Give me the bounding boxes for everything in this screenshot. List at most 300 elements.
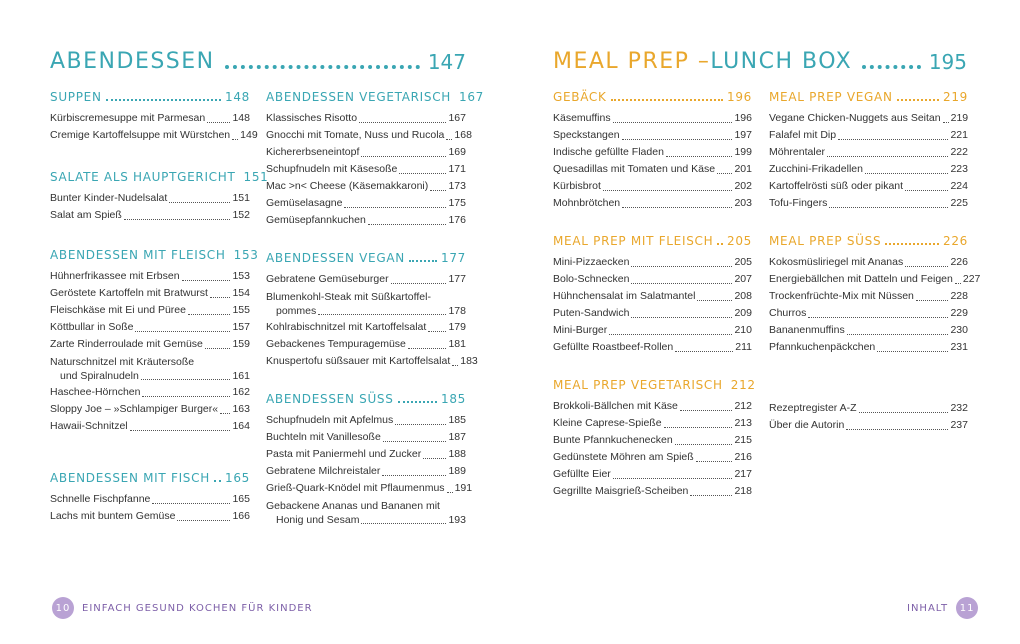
entry-page: 226 (950, 256, 968, 268)
toc-entry (50, 127, 258, 144)
section-page: 226 (942, 234, 968, 248)
leader-dots (808, 317, 948, 318)
entry-page: 212 (734, 400, 752, 412)
entry-title: Kürbisbrot (553, 180, 601, 192)
right-page-title (553, 44, 967, 76)
title-leader (862, 65, 921, 69)
leader-dots (859, 412, 949, 413)
leader-dots (631, 266, 732, 267)
entry-page: 217 (734, 468, 752, 480)
entry-title: Zarte Rinderroulade mit Gemüse (50, 338, 203, 350)
leader-dots (905, 266, 948, 267)
toc-entry (50, 285, 250, 302)
entry-page: 151 (232, 192, 250, 204)
entry-title: Kokosmüsliriegel mit Ananas (769, 256, 904, 268)
toc-entry (266, 212, 466, 229)
footer-right (907, 596, 978, 620)
toc-entry (266, 412, 466, 429)
leader-dots (622, 139, 733, 140)
leader-dots (905, 190, 948, 191)
entry-title: Falafel mit Dip (769, 129, 837, 141)
entry-title-line2: und Spiralnudeln (60, 370, 139, 382)
entry-page: 169 (448, 146, 466, 158)
leader-dots (130, 430, 231, 431)
entry-page: 221 (950, 129, 968, 141)
entry-page: 225 (950, 197, 968, 209)
entry-title: Lachs mit buntem Gemüse (50, 510, 176, 522)
entry-title: Gebackenes Tempuragemüse (266, 338, 406, 350)
entry-page: 208 (734, 290, 752, 302)
toc-entry (553, 432, 752, 449)
toc-entry (50, 268, 250, 285)
leader-dots (106, 99, 221, 101)
toc-entry (553, 161, 752, 178)
section-title: MEAL PREP SÜSS (769, 234, 882, 248)
entry-title: Gebratene Gemüseburger (266, 273, 389, 285)
entry-title: Brokkoli-Bällchen mit Käse (553, 400, 678, 412)
left-title-label: ABENDESSEN (50, 49, 215, 74)
entry-page: 199 (734, 146, 752, 158)
entry-title: Schupfnudeln mit Apfelmus (266, 414, 394, 426)
toc-entry (266, 446, 466, 463)
entry-page: 157 (232, 321, 250, 333)
leader-dots (717, 173, 732, 174)
entry-page: 227 (962, 273, 981, 285)
toc-entry (553, 322, 752, 339)
entry-title: Churros (769, 307, 807, 319)
entry-page: 154 (232, 287, 250, 299)
right-title-label-a: MEAL PREP – (553, 49, 711, 74)
leader-dots (214, 480, 221, 482)
entry-page: 230 (950, 324, 968, 336)
leader-dots (359, 122, 446, 123)
leader-dots (827, 156, 948, 157)
entry-page: 213 (734, 417, 752, 429)
leader-dots (631, 283, 732, 284)
entry-title: Schupfnudeln mit Käsesoße (266, 163, 398, 175)
entry-title: Gemüsepfannkuchen (266, 214, 366, 226)
toc-entry (553, 144, 752, 161)
section-page: 212 (730, 378, 756, 392)
entry-page: 165 (232, 493, 250, 505)
entry-page: 189 (448, 465, 466, 477)
leader-dots (613, 122, 733, 123)
section-heading (266, 88, 485, 104)
entry-title: Tofu-Fingers (769, 197, 828, 209)
section-title: ABENDESSEN VEGAN (266, 251, 405, 265)
toc-entry (266, 480, 473, 497)
leader-dots (398, 401, 437, 403)
section-title: MEAL PREP MIT FLEISCH (553, 234, 714, 248)
toc-entry (553, 466, 752, 483)
entry-title-line2: pommes (276, 305, 317, 317)
leader-dots (664, 427, 733, 428)
entry-page: 148 (232, 112, 250, 124)
section-heading (50, 469, 250, 485)
entry-title: Fleischkäse mit Ei und Püree (50, 304, 186, 316)
section-label: INHALT (907, 602, 949, 614)
entry-page: 152 (232, 209, 250, 221)
toc-entry (769, 110, 968, 127)
section-page: 196 (726, 90, 752, 104)
entry-page: 188 (448, 448, 466, 460)
leader-dots (135, 331, 230, 332)
entry-title: Kohlrabischnitzel mit Kartoffelsalat (266, 321, 427, 333)
toc-entry (266, 429, 466, 446)
toc-entry (266, 271, 466, 288)
leader-dots (141, 379, 231, 380)
entry-title: Kartoffelrösti süß oder pikant (769, 180, 904, 192)
leader-dots (838, 139, 948, 140)
entry-page: 193 (448, 514, 466, 526)
entry-title: Käsemuffins (553, 112, 611, 124)
leader-dots (666, 156, 733, 157)
section-title: MEAL PREP VEGETARISCH (553, 378, 723, 392)
entry-title: Hühnchensalat im Salatmantel (553, 290, 696, 302)
toc-entry (50, 302, 250, 319)
section-title: SALATE ALS HAUPTGERICHT (50, 170, 236, 184)
leader-dots (188, 314, 230, 315)
toc-entry (50, 207, 250, 224)
leader-dots (124, 219, 231, 220)
toc-entry (553, 271, 752, 288)
leader-dots (344, 207, 446, 208)
entry-page: 229 (950, 307, 968, 319)
section-heading (553, 88, 752, 104)
leader-dots (383, 441, 447, 442)
page-number-badge: 10 (52, 597, 74, 619)
section-title: GEBÄCK (553, 90, 607, 104)
entry-title: Trockenfrüchte-Mix mit Nüssen (769, 290, 914, 302)
right-title-label-b: LUNCH BOX (710, 49, 853, 74)
entry-page: 215 (734, 434, 752, 446)
entry-page: 177 (448, 273, 466, 285)
leader-dots (182, 280, 231, 281)
leader-dots (603, 190, 733, 191)
entry-title: Kichererbseneintopf (266, 146, 360, 158)
toc-entry (769, 417, 968, 434)
leader-dots (631, 317, 732, 318)
toc-entry (50, 353, 250, 384)
entry-page: 232 (950, 402, 968, 414)
toc-entry (50, 401, 250, 418)
section-heading (553, 376, 756, 392)
leader-dots (430, 190, 446, 191)
section-gap (50, 144, 250, 168)
leader-dots (846, 429, 948, 430)
entry-page: 176 (448, 214, 466, 226)
section-page: 148 (224, 90, 250, 104)
entry-page: 216 (734, 451, 752, 463)
section-page: 153 (233, 248, 259, 262)
entry-title: Speckstangen (553, 129, 620, 141)
leader-dots (697, 300, 732, 301)
leader-dots (680, 410, 733, 411)
entry-page: 179 (448, 321, 466, 333)
entry-title: Naturschnitzel mit Kräutersoße (50, 356, 195, 368)
section-heading (266, 249, 466, 265)
entry-page: 201 (734, 163, 752, 175)
entry-title: Energiebällchen mit Datteln und Feigen (769, 273, 953, 285)
entry-page: 163 (232, 403, 250, 415)
section-heading (266, 390, 466, 406)
section-page: 151 (243, 170, 269, 184)
entry-page: 219 (950, 112, 969, 124)
section-page: 185 (440, 392, 466, 406)
toc-entry (769, 178, 968, 195)
section-page: 205 (726, 234, 752, 248)
entry-title: Gemüselasagne (266, 197, 343, 209)
leader-dots (220, 413, 230, 414)
leader-dots (368, 224, 447, 225)
toc-entry (769, 127, 968, 144)
entry-title: Buchteln mit Vanillesoße (266, 431, 381, 443)
entry-page: 175 (448, 197, 466, 209)
toc-entry (553, 449, 752, 466)
entry-title: Bunte Pfannkuchenecken (553, 434, 673, 446)
entry-page: 224 (950, 180, 968, 192)
entry-title: Quesadillas mit Tomaten und Käse (553, 163, 716, 175)
entry-page: 167 (448, 112, 466, 124)
entry-title: Bananenmuffins (769, 324, 845, 336)
entry-title: Zucchini-Frikadellen (769, 163, 863, 175)
entry-page: 197 (734, 129, 752, 141)
entry-page: 159 (232, 338, 250, 350)
entry-page: 187 (448, 431, 466, 443)
leader-dots (142, 396, 230, 397)
leader-dots (611, 99, 723, 101)
toc-entry (553, 127, 752, 144)
entry-title: Vegane Chicken-Nuggets aus Seitan (769, 112, 941, 124)
toc-entry (553, 110, 752, 127)
entry-title: Köttbullar in Soße (50, 321, 134, 333)
entry-page: 202 (734, 180, 752, 192)
entry-title: Salat am Spieß (50, 209, 122, 221)
entry-page: 185 (448, 414, 466, 426)
leader-dots (318, 314, 446, 315)
toc-entry (553, 254, 752, 271)
entry-title: Kürbiscremesuppe mit Parmesan (50, 112, 206, 124)
toc-entry (266, 161, 466, 178)
toc-entry (266, 110, 466, 127)
toc-entry (769, 288, 968, 305)
section-heading (769, 232, 968, 248)
entry-page: 149 (240, 129, 258, 141)
entry-page: 223 (950, 163, 968, 175)
leader-dots (232, 139, 238, 140)
toc-entry (266, 144, 466, 161)
entry-title-cont (266, 513, 466, 528)
leader-dots (609, 334, 732, 335)
toc-entry (553, 195, 752, 212)
toc-column-4 (769, 88, 981, 434)
entry-title: Pfannkuchenpäckchen (769, 341, 876, 353)
toc-entry (769, 254, 968, 271)
entry-title: Gefüllte Eier (553, 468, 611, 480)
entry-title: Puten-Sandwich (553, 307, 630, 319)
leader-dots (395, 424, 446, 425)
entry-page: 209 (734, 307, 752, 319)
entry-title: Gnocchi mit Tomate, Nuss und Rucola (266, 129, 445, 141)
toc-entry (553, 398, 752, 415)
entry-title: Hawaii-Schnitzel (50, 420, 128, 432)
toc-entry (553, 178, 752, 195)
leader-dots (717, 243, 723, 245)
toc-entry (769, 305, 968, 322)
entry-page: 210 (734, 324, 752, 336)
entry-page: 218 (734, 485, 752, 497)
leader-dots (152, 503, 230, 504)
entry-title: Klassisches Risotto (266, 112, 358, 124)
toc-entry (553, 415, 752, 432)
leader-dots (399, 173, 446, 174)
toc-entry (50, 336, 250, 353)
entry-page: 191 (454, 482, 473, 494)
toc-entry (266, 497, 466, 528)
leader-dots (675, 351, 733, 352)
left-page-title (50, 44, 466, 76)
leader-dots (205, 348, 231, 349)
toc-entry (769, 161, 968, 178)
entry-page: 237 (950, 419, 968, 431)
section-heading (50, 88, 250, 104)
toc-entry (50, 110, 250, 127)
entry-page: 231 (950, 341, 968, 353)
entry-title: Gebratene Milchreistaler (266, 465, 381, 477)
leader-dots (675, 444, 733, 445)
leader-dots (943, 122, 949, 123)
entry-title: Sloppy Joe – »Schlampiger Burger« (50, 403, 219, 415)
leader-dots (210, 297, 231, 298)
leader-dots (696, 461, 733, 462)
toc-entry (553, 339, 752, 356)
toc-entry (553, 483, 752, 500)
leader-dots (877, 351, 948, 352)
entry-page: 173 (448, 180, 466, 192)
toc-entry (266, 319, 466, 336)
entry-title: Bolo-Schnecken (553, 273, 630, 285)
entry-title: Gedünstete Möhren am Spieß (553, 451, 694, 463)
toc-entry (553, 305, 752, 322)
leader-dots (690, 495, 732, 496)
section-heading (50, 246, 259, 262)
entry-page: 181 (448, 338, 466, 350)
toc-entry (769, 195, 968, 212)
title-leader (225, 65, 420, 69)
leader-dots (847, 334, 949, 335)
section-gap (553, 356, 752, 376)
leader-dots (382, 475, 446, 476)
entry-title: Bunter Kinder-Nudelsalat (50, 192, 168, 204)
leader-dots (613, 478, 733, 479)
section-page: 177 (440, 251, 466, 265)
entry-title: Gefüllte Roastbeef-Rollen (553, 341, 674, 353)
entry-title: Gebackene Ananas und Bananen mit (266, 500, 440, 512)
toc-entry (50, 491, 250, 508)
section-page: 219 (942, 90, 968, 104)
entry-page: 161 (232, 370, 250, 382)
section-title: ABENDESSEN MIT FLEISCH (50, 248, 226, 262)
section-gap (553, 212, 752, 232)
toc-column-1 (50, 88, 269, 525)
section-gap (50, 435, 250, 469)
entry-page: 162 (232, 386, 250, 398)
entry-page: 222 (950, 146, 968, 158)
leader-dots (361, 156, 446, 157)
entry-title: Mini-Burger (553, 324, 608, 336)
section-gap (769, 356, 968, 400)
toc-entry (266, 288, 466, 319)
entry-page: 205 (734, 256, 752, 268)
entry-title-cont (50, 369, 250, 384)
entry-title: Haschee-Hörnchen (50, 386, 141, 398)
entry-title-line2: Honig und Sesam (276, 514, 360, 526)
page-number-badge: 11 (956, 597, 978, 619)
leader-dots (955, 283, 961, 284)
section-title: ABENDESSEN MIT FISCH (50, 471, 210, 485)
toc-entry (769, 400, 968, 417)
section-heading (769, 88, 968, 104)
section-page: 165 (224, 471, 250, 485)
entry-title: Mac >n< Cheese (Käsemakkaroni) (266, 180, 429, 192)
toc-entry (266, 463, 466, 480)
entry-title: Mini-Pizzaecken (553, 256, 630, 268)
leader-dots (622, 207, 732, 208)
entry-title: Gegrillte Maisgrieß-Scheiben (553, 485, 689, 497)
entry-page: 196 (734, 112, 752, 124)
entry-title: Mohnbrötchen (553, 197, 621, 209)
leader-dots (409, 260, 437, 262)
entry-page: 183 (460, 355, 478, 367)
section-gap (50, 224, 250, 246)
right-title-page: 195 (928, 50, 967, 74)
entry-title-cont (266, 304, 466, 319)
leader-dots (361, 523, 446, 524)
section-gap (769, 212, 968, 232)
footer-left (52, 596, 313, 620)
entry-title: Geröstete Kartoffeln mit Bratwurst (50, 287, 208, 299)
toc-entry (769, 339, 968, 356)
toc-column-2 (266, 88, 485, 528)
toc-entry (266, 336, 466, 353)
entry-title: Hühnerfrikassee mit Erbsen (50, 270, 180, 282)
toc-entry (553, 288, 752, 305)
leader-dots (423, 458, 446, 459)
leader-dots (916, 300, 949, 301)
entry-title: Grieß-Quark-Knödel mit Pflaumenmus (266, 482, 445, 494)
entry-page: 211 (735, 341, 752, 353)
entry-page: 203 (734, 197, 752, 209)
toc-entry (266, 195, 466, 212)
toc-entry (266, 178, 466, 195)
book-title: EINFACH GESUND KOCHEN FÜR KINDER (82, 602, 313, 614)
toc-entry (50, 319, 250, 336)
entry-page: 207 (734, 273, 752, 285)
section-heading (50, 168, 269, 184)
leader-dots (408, 348, 447, 349)
toc-entry (266, 353, 478, 370)
section-title: SUPPEN (50, 90, 102, 104)
toc-entry (50, 384, 250, 401)
leader-dots (865, 173, 949, 174)
leader-dots (169, 202, 230, 203)
leader-dots (391, 283, 447, 284)
entry-title: Möhrentaler (769, 146, 826, 158)
section-title: MEAL PREP VEGAN (769, 90, 893, 104)
leader-dots (897, 99, 939, 101)
leader-dots (177, 520, 230, 521)
section-gap (266, 370, 466, 390)
